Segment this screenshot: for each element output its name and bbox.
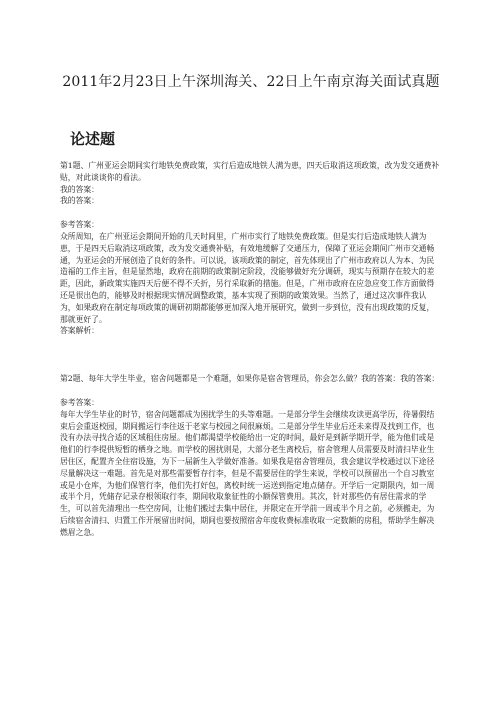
question-1-text: 第1题、广州亚运会期间实行地铁免费政策，实行后造成地铁人满为患，四天后取消这项政策，改为发交通费补贴，对此谈谈你的看法。 — [60, 161, 440, 182]
question-1-reference-text: 众所周知，在广州亚运会期间开始的几天时间里，广州市实行了地铁免费政策。但是实行后造成地铁人满为患，于是四天后取消这项政策，改为发交通费补贴，有效地缓解了交通压力，保障了亚运会期间广州市交通畅通，为亚运会的开展创造了良好的条件。可以说，该项政策的制定，首先体现出了广州市政府以人为本、为民造福的工作主旨，但是显然地，政府在前期的政策制定阶段，没能够做好充分调研，现实与预期存在较大的差距，因此，新政策实施四天后便不得不夭折，另行采取新的措施。但是，广州市政府在应急应变工作方面做得还是很出色的，能够及时根据现实情况调整政策，基本实现了预期的政策效果。当然了，通过这次事件我认为，如果政府在制定每项政策的调研初期都能够更加深入地开展研究，做到一步到位，没有出现政策的反复，那就更好了。 — [60, 231, 435, 324]
question-1-my-answer-label-2: 我的答案： — [60, 196, 99, 206]
spacer — [60, 337, 440, 373]
question-2-text: 第2题、每年大学生毕业，宿舍问题都是一个难题，如果你是宿舍管理员，你会怎么做？我的答案：我的答案： — [60, 374, 440, 384]
document-body — [60, 160, 440, 539]
section-heading: 论述题 — [70, 130, 116, 148]
spacer — [60, 385, 440, 397]
question-1-analysis-label: 答案解析： — [60, 326, 99, 336]
page-title: 2011年2月23日上午深圳海关、22日上午南京海关面试真题 — [62, 74, 440, 90]
spacer — [60, 207, 440, 219]
question-2-reference-text: 每年大学生毕业的时节，宿舍问题都成为困扰学生的头等难题。一是部分学生会继续攻读更高学历，待暑假结束后会重返校园，期间搬运行李往返于老家与校园之间很麻烦。二是部分学生毕业后还未来得及找到工作，也没有办法寻找合适的区域租住房屋。他们都渴望学校能给出一定的时间，最好是到新学期开学，能为他们或是他们的行李提供短暂的栖身之地。而学校的困扰则是，大部分老生离校后，宿舍管理人员需要及时清扫毕业生居住区，配置齐全住宿设施，为下一届新生入学做好准备。如果我是宿舍管理员，我会建议学校通过以下途径尽量解决这一难题。首先是对那些需要暂存行李，但是不需要居住的学生来说，学校可以预留出一个自习教室或是小仓库，为他们保管行李，他们先打好包，离校时统一运送到指定地点储存。开学后一定期限内，如一周或半个月，凭储存记录存根领取行李，期间收取象征性的小额保管费用。其次，针对那些仍有居住需求的学生，可以首先清理出一些空房间，让他们搬过去集中居住，并限定在开学前一周或半个月之前，必须搬走，为后续宿舍清扫、归置工作开展留出时间，期间也要按照宿舍年度收费标准收取一定数额的房租，帮助学生解决燃眉之急。 — [60, 409, 435, 537]
question-1-reference-label: 参考答案： — [60, 220, 99, 230]
question-2-reference-label: 参考答案： — [60, 397, 99, 407]
question-1-my-answer-label: 我的答案： — [60, 184, 99, 194]
